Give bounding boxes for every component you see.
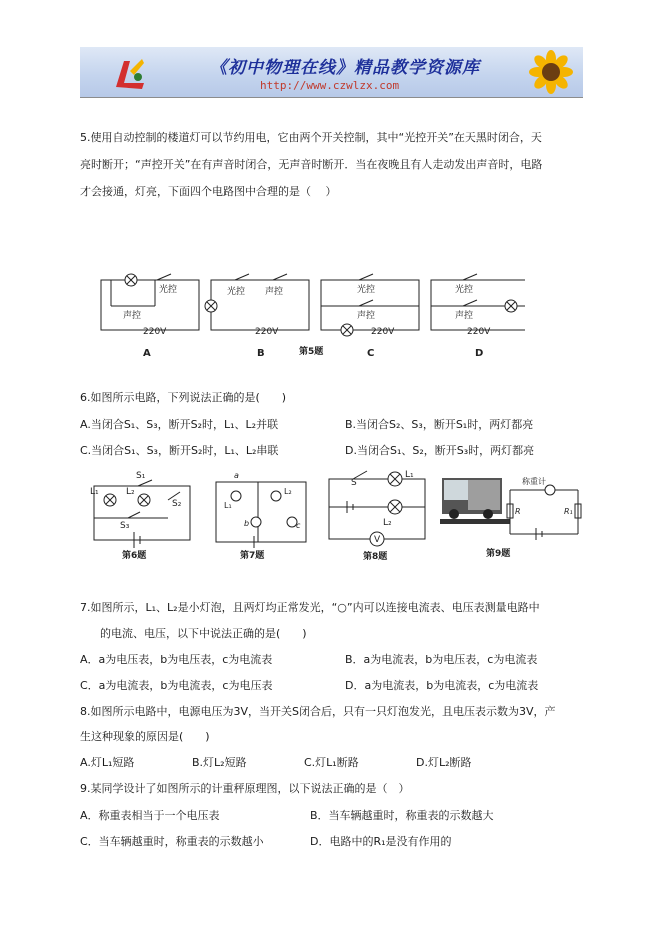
- q9-option-d: D．电路中的R₁是没有作用的: [310, 835, 452, 848]
- q5-option-d: D: [475, 348, 484, 359]
- q8-fig-S: S: [351, 478, 357, 488]
- q5-a-shengkong: 声控: [123, 311, 142, 321]
- figure-q8: [323, 463, 433, 563]
- q5-d-voltage: 220V: [467, 327, 491, 337]
- header-title: 《初中物理在线》精品教学资源库: [210, 58, 480, 78]
- logo-icon: [110, 53, 150, 93]
- q8-fig-L1: L₁: [405, 470, 414, 480]
- q5-a-guangkong: 光控: [159, 285, 178, 295]
- header-url[interactable]: http://www.czwlzx.com: [260, 79, 400, 92]
- q5-line3: 才会接通，灯亮，下面四个电路图中合理的是（ ）: [80, 185, 337, 198]
- q5-b-shengkong: 声控: [265, 287, 284, 297]
- q6-fig-S2: S₂: [172, 499, 182, 509]
- q6-stem: 6.如图所示电路，下列说法正确的是( ): [80, 391, 287, 404]
- header-banner: [80, 47, 583, 97]
- q5-d-guangkong: 光控: [455, 285, 474, 295]
- q5-b-voltage: 220V: [255, 327, 279, 337]
- q9-fig-meter: 称重计: [522, 477, 546, 486]
- q8-fig-caption: 第8题: [363, 552, 388, 562]
- q7-option-a: A．a为电压表，b为电压表，c为电流表: [80, 653, 273, 666]
- q7-fig-L1: L₁: [224, 501, 232, 510]
- q7-line1: 7.如图所示，L₁、L₂是小灯泡，且两灯均正常发光，“○”内可以连接电流表、电压表测量电路中: [80, 601, 540, 614]
- q7-option-b: B．a为电流表，b为电压表，c为电流表: [345, 653, 538, 666]
- q7-option-d: D．a为电流表，b为电流表，c为电流表: [345, 679, 539, 692]
- q5-c-guangkong: 光控: [357, 285, 376, 295]
- q8-fig-V: V: [374, 535, 381, 545]
- q8-line2: 生这种现象的原因是( ): [80, 730, 210, 743]
- q6-fig-L1: L₁: [90, 487, 99, 497]
- q5-fig-caption: 第5题: [299, 347, 324, 357]
- q9-option-c: C．当车辆越重时，称重表的示数越小: [80, 835, 264, 848]
- q8-option-b: B.灯L₂短路: [192, 756, 247, 769]
- q8-fig-L2: L₂: [383, 518, 392, 528]
- q5-option-b: B: [257, 348, 265, 359]
- q7-fig-L2: L₂: [284, 487, 292, 496]
- q9-stem: 9.某同学设计了如图所示的计重秤原理图，以下说法正确的是（ ）: [80, 782, 410, 795]
- q5-line1: 5.使用自动控制的楼道灯可以节约用电，它由两个开关控制，其中“光控开关”在天黑时闭合，天: [80, 131, 542, 144]
- q5-option-a: A: [143, 348, 151, 359]
- figure-q6: [88, 468, 198, 560]
- figure-q5-circuits: [95, 268, 525, 363]
- q6-fig-caption: 第6题: [122, 551, 147, 560]
- q6-option-b: B.当闭合S₂、S₃，断开S₁时，两灯都亮: [345, 418, 534, 431]
- figure-q9: [438, 470, 583, 562]
- q7-option-c: C．a为电流表，b为电流表，c为电压表: [80, 679, 273, 692]
- q7-fig-a: a: [234, 471, 239, 480]
- q6-fig-L2: L₂: [126, 487, 135, 497]
- q5-line2: 亮时断开；“声控开关”在有声音时闭合，无声音时断开．当在夜晚且有人走动发出声音时，电路: [80, 158, 543, 171]
- q6-option-a: A.当闭合S₁、S₃，断开S₂时，L₁、L₂并联: [80, 418, 279, 431]
- q9-fig-R1: R₁: [564, 507, 573, 516]
- q9-option-b: B．当车辆越重时，称重表的示数越大: [310, 809, 494, 822]
- header-rule: [80, 97, 583, 98]
- q8-option-c: C.灯L₁断路: [304, 756, 359, 769]
- q5-c-voltage: 220V: [371, 327, 395, 337]
- q7-fig-caption: 第7题: [240, 551, 265, 560]
- q7-fig-c: c: [296, 521, 301, 530]
- q8-option-a: A.灯L₁短路: [80, 756, 135, 769]
- q9-fig-R: R: [515, 507, 521, 516]
- q5-b-guangkong: 光控: [227, 287, 246, 297]
- q6-option-d: D.当闭合S₁、S₂，断开S₃时，两灯都亮: [345, 444, 535, 457]
- q9-option-a: A．称重表相当于一个电压表: [80, 809, 220, 822]
- q5-d-shengkong: 声控: [455, 311, 474, 321]
- q8-option-d: D.灯L₂断路: [416, 756, 472, 769]
- sunflower-icon: [521, 49, 581, 95]
- q8-line1: 8.如图所示电路中，电源电压为3V，当开关S闭合后，只有一只灯泡发光，且电压表示数为3V，产: [80, 705, 556, 718]
- q6-fig-S1: S₁: [136, 471, 146, 481]
- q5-option-c: C: [367, 348, 375, 359]
- q7-line2: 的电流、电压，以下中说法正确的是( ): [100, 627, 307, 640]
- q6-option-c: C.当闭合S₁、S₃，断开S₂时，L₁、L₂串联: [80, 444, 279, 457]
- q5-a-voltage: 220V: [143, 327, 167, 337]
- q5-c-shengkong: 声控: [357, 311, 376, 321]
- q7-fig-b: b: [244, 519, 250, 528]
- figure-q7: [210, 468, 310, 560]
- q9-fig-caption: 第9题: [486, 549, 511, 559]
- q6-fig-S3: S₃: [120, 521, 130, 531]
